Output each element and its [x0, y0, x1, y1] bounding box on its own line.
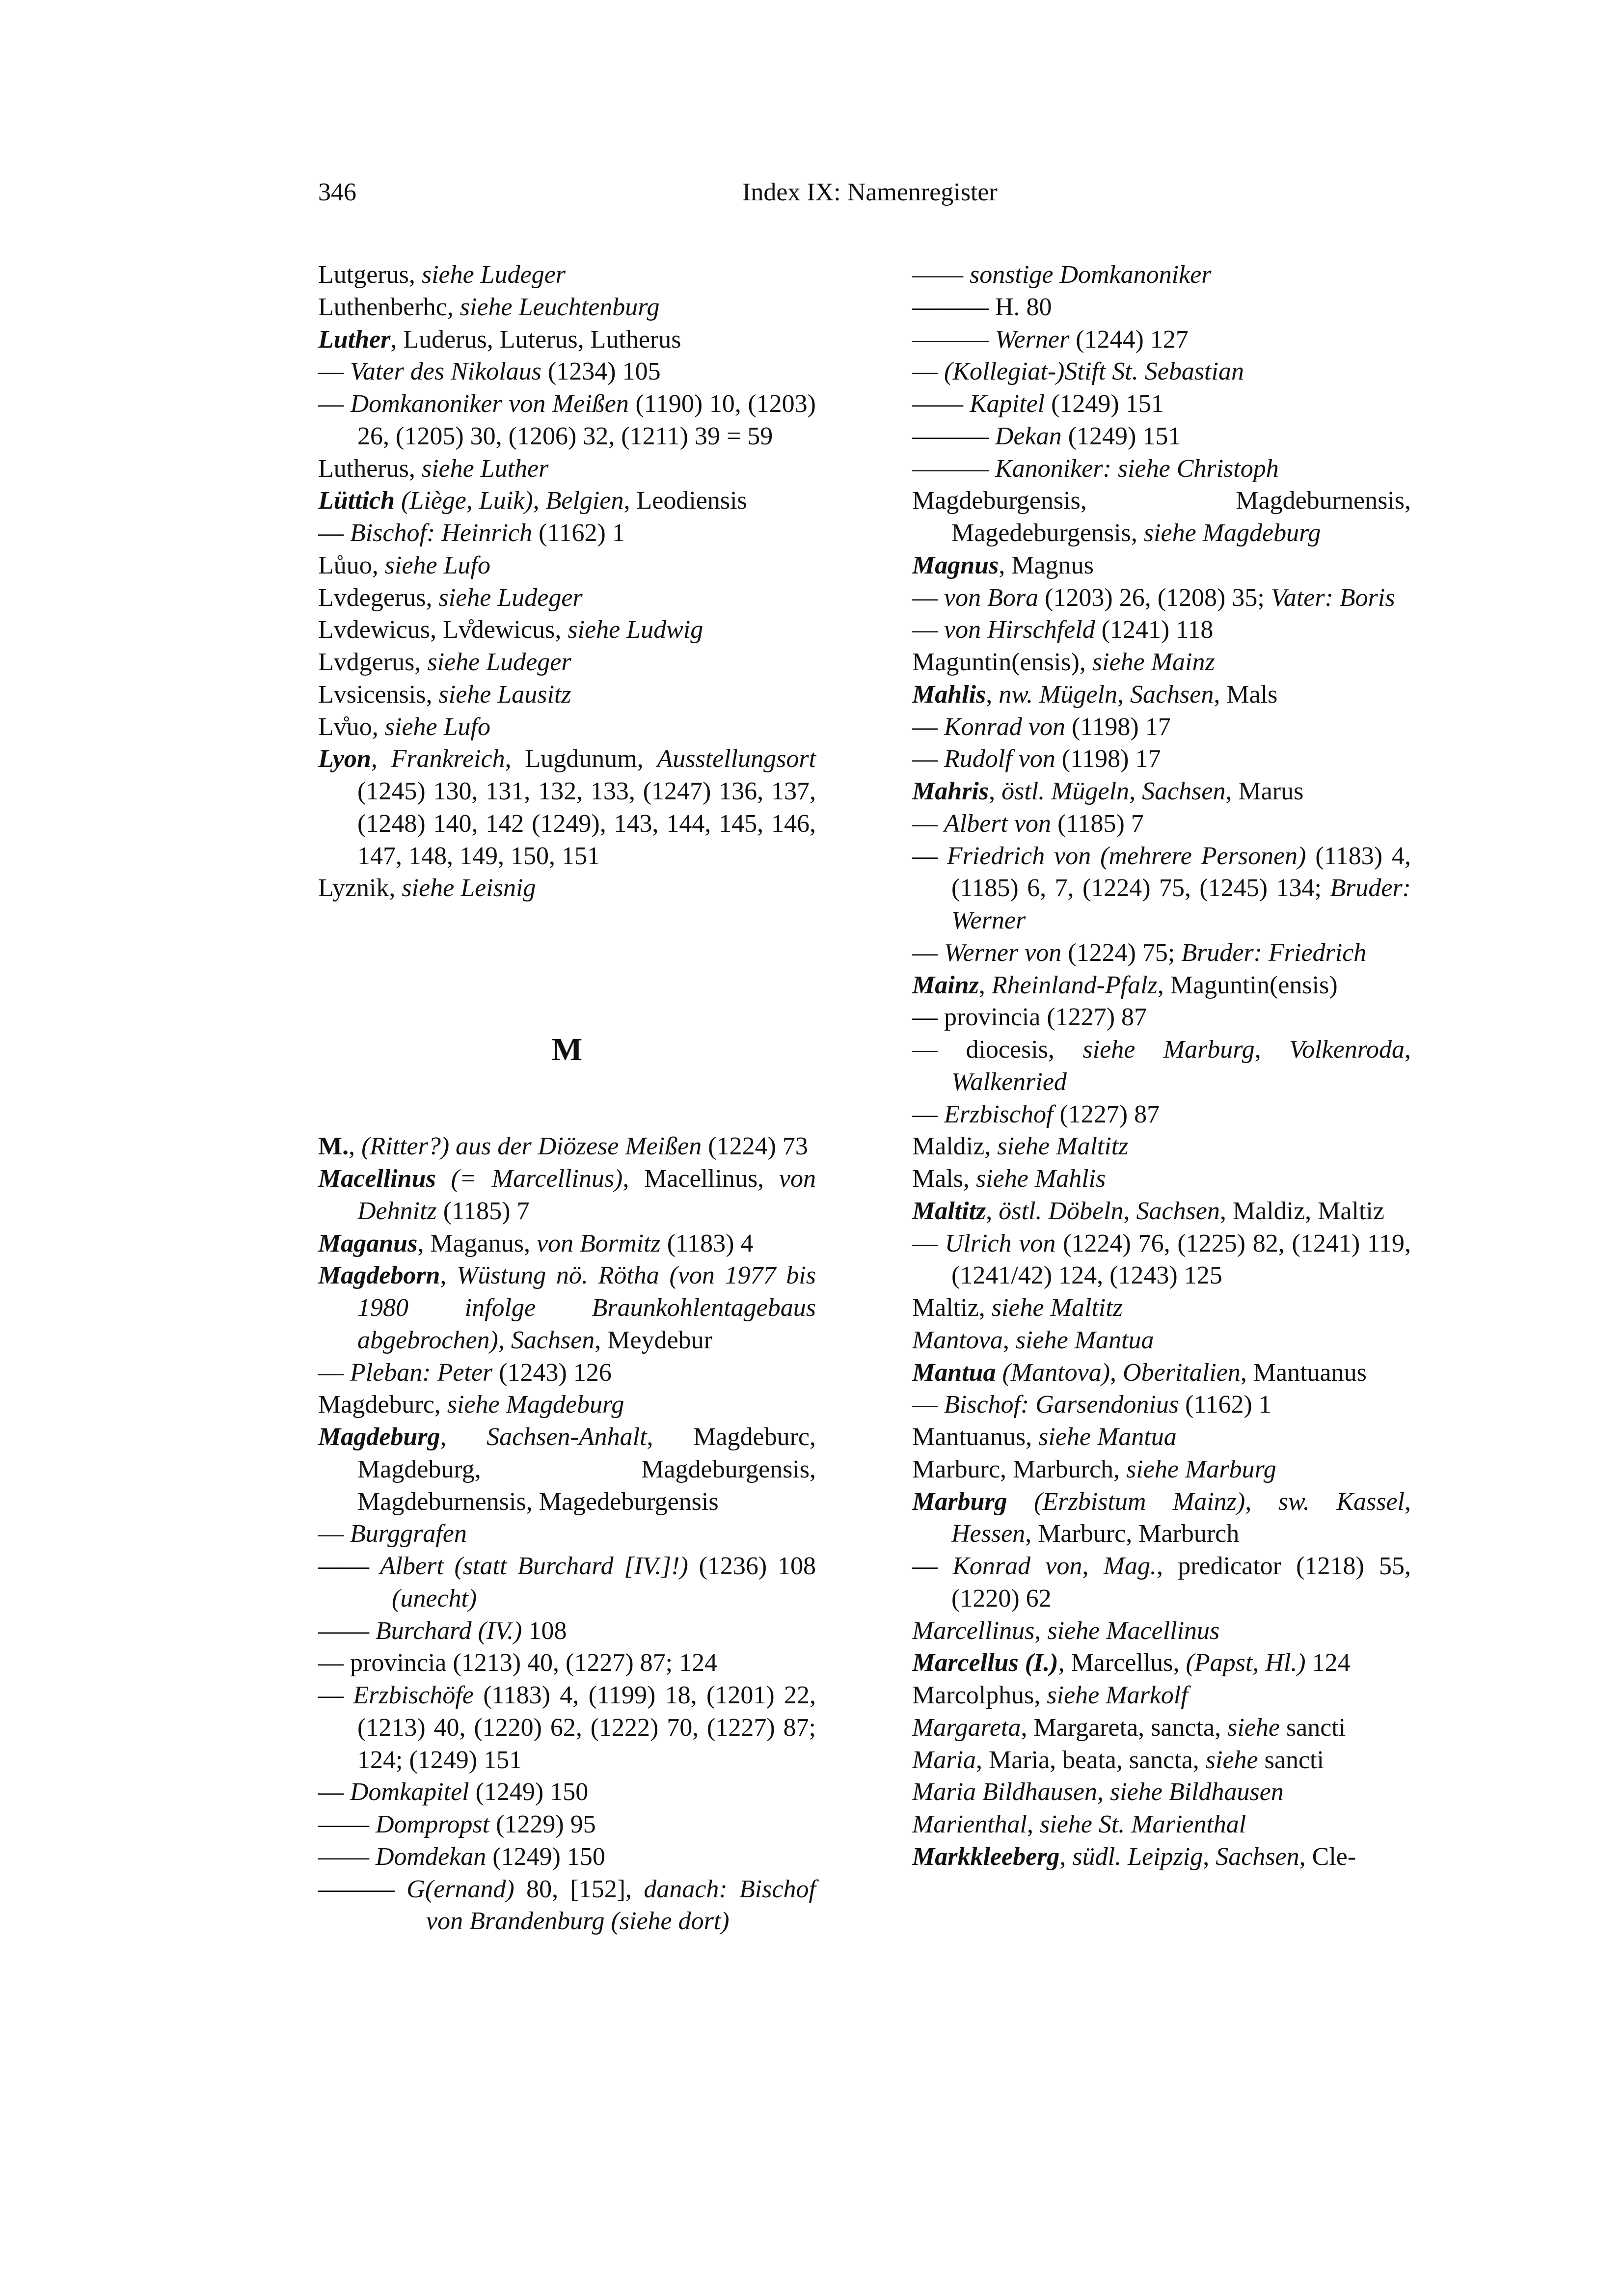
index-subentry: —— Kapitel (1249) 151 [912, 390, 1164, 418]
index-entry: Marcellinus, siehe Macellinus [912, 1616, 1220, 1645]
index-entry: Mainz, Rheinland-Pfalz, Maguntin(ensis) [912, 971, 1338, 999]
index-entry: Lutherus, siehe Luther [318, 454, 549, 483]
spacer [318, 904, 816, 1034]
index-entry: Lvsicensis, siehe Lausitz [318, 680, 571, 709]
index-subentry: — Domkanoniker von Meißen (1190) 10, (1203) 26, (1205) 30, (1206) 32, (1211) 39 = 59 [318, 390, 816, 450]
index-subentry: — Pleban: Peter (1243) 126 [318, 1358, 612, 1387]
index-entry: Marienthal, siehe St. Marienthal [912, 1810, 1246, 1838]
index-entry: Macellinus (= Marcellinus), Macellinus, von Dehnitz (1185) 7 [318, 1165, 816, 1225]
index-subentry: — Ulrich von (1224) 76, (1225) 82, (1241) 119, (1241/42) 124, (1243) 125 [912, 1229, 1411, 1290]
index-subentry: ——— Werner (1244) 127 [912, 325, 1189, 354]
index-entry: Lůuo, siehe Lufo [318, 551, 490, 579]
index-subentry: — Friedrich von (mehrere Personen) (1183) 4, (1185) 6, 7, (1224) 75, (1245) 134; Bruder: Werner [912, 842, 1411, 934]
index-subentry: —— Dompropst (1229) 95 [318, 1810, 596, 1838]
index-entry: M., (Ritter?) aus der Diözese Meißen (1224) 73 [318, 1132, 808, 1161]
index-subentry: — Konrad von, Mag., predicator (1218) 55, (1220) 62 [912, 1552, 1411, 1613]
index-entry: Lvdewicus, Lv̊dewicus, siehe Ludwig [318, 616, 703, 644]
index-subentry: — Erzbischof (1227) 87 [912, 1100, 1160, 1128]
index-subentry: — (Kollegiat-)Stift St. Sebastian [912, 357, 1244, 386]
index-entry: Maguntin(ensis), siehe Mainz [912, 648, 1215, 676]
index-subentry: — von Bora (1203) 26, (1208) 35; Vater: Boris [912, 583, 1395, 612]
index-entry: Magdeburgensis, Magdeburnensis, Magedeburgensis, siehe Magdeburg [912, 487, 1411, 547]
index-entry: Maltitz, östl. Döbeln, Sachsen, Maldiz, Maltiz [912, 1197, 1384, 1225]
index-subentry: — Albert von (1185) 7 [912, 809, 1144, 838]
index-subentry: —— Domdekan (1249) 150 [318, 1842, 605, 1871]
index-entry: Lyon, Frankreich, Lugdunum, Ausstellungsort (1245) 130, 131, 132, 133, (1247) 136, 137, (1248) 140, 142 (1249), 143, 144, 145, 146, 147, 148, 149, 150, 151 [318, 745, 816, 870]
index-entry: Mantuanus, siehe Mantua [912, 1423, 1177, 1451]
index-subentry: — Erzbischöfe (1183) 4, (1199) 18, (1201) 22, (1213) 40, (1220) 62, (1222) 70, (1227) 87; 124; (1249) 151 [318, 1681, 816, 1774]
index-subentry: ——— G(ernand) 80, [152], danach: Bischof von Brandenburg (siehe dort) [318, 1875, 816, 1936]
spacer [318, 1066, 816, 1131]
index-entry: Marburg (Erzbistum Mainz), sw. Kassel, Hessen, Marburc, Marburch [912, 1487, 1411, 1548]
index-entry: Lyznik, siehe Leisnig [318, 874, 536, 902]
index-entry: Maganus, Maganus, von Bormitz (1183) 4 [318, 1229, 754, 1257]
index-subentry: — provincia (1227) 87 [912, 1003, 1147, 1032]
index-subentry: — Burggrafen [318, 1520, 467, 1548]
index-subentry: ——— Dekan (1249) 151 [912, 422, 1181, 450]
index-entry: Maltiz, siehe Maltitz [912, 1294, 1123, 1322]
index-entry: Marcellus (I.), Marcellus, (Papst, Hl.) 124 [912, 1649, 1351, 1677]
index-subentry: — Domkapitel (1249) 150 [318, 1778, 589, 1806]
index-entry: Marburc, Marburch, siehe Marburg [912, 1455, 1276, 1483]
index-subentry: —— sonstige Domkanoniker [912, 261, 1212, 289]
index-entry: Maria, Maria, beata, sancta, siehe sancti [912, 1746, 1324, 1774]
index-entry: Lüttich (Liège, Luik), Belgien, Leodiensis [318, 487, 747, 515]
index-entry: Lvdegerus, siehe Ludeger [318, 583, 583, 612]
index-entry: Lv̊uo, siehe Lufo [318, 712, 490, 741]
index-entry: Magdeborn, Wüstung nö. Rötha (von 1977 bis 1980 infolge Braunkohlentagebaus abgebrochen), Sachsen, Meydebur [318, 1261, 816, 1354]
index-entry: Magnus, Magnus [912, 551, 1094, 579]
index-entry: Maldiz, siehe Maltitz [912, 1132, 1129, 1161]
index-entry: Mantova, siehe Mantua [912, 1326, 1154, 1354]
index-subentry: — von Hirschfeld (1241) 118 [912, 616, 1214, 644]
index-entry: Magdeburc, siehe Magdeburg [318, 1391, 624, 1419]
index-subentry: —— Albert (statt Burchard [IV.]!) (1236) 108 (unecht) [318, 1552, 816, 1613]
index-entry: Maria Bildhausen, siehe Bildhausen [912, 1778, 1284, 1806]
index-entry: Luther, Luderus, Luterus, Lutherus [318, 325, 681, 354]
index-entry: Luthenberhc, siehe Leuchtenburg [318, 293, 660, 321]
index-entry: Magdeburg, Sachsen-Anhalt, Magdeburc, Magdeburg, Magdeburgensis, Magdeburnensis, Magedeburgensis [318, 1423, 816, 1516]
index-subentry: — Bischof: Heinrich (1162) 1 [318, 519, 625, 547]
index-entry: Mantua (Mantova), Oberitalien, Mantuanus [912, 1358, 1367, 1387]
index-subentry: — Vater des Nikolaus (1234) 105 [318, 357, 661, 386]
page-number: 346 [318, 178, 356, 206]
index-subentry: ——— Kanoniker: siehe Christoph [912, 454, 1279, 483]
index-entry: Mahris, östl. Mügeln, Sachsen, Marus [912, 777, 1304, 805]
index-subentry: — Rudolf von (1198) 17 [912, 745, 1161, 773]
index-entry: Marcolphus, siehe Markolf [912, 1681, 1188, 1709]
index-entry: Lvdgerus, siehe Ludeger [318, 648, 571, 676]
index-entry: Mahlis, nw. Mügeln, Sachsen, Mals [912, 680, 1278, 709]
index-subentry: —— Burchard (IV.) 108 [318, 1616, 567, 1645]
index-subentry: — Bischof: Garsendonius (1162) 1 [912, 1391, 1271, 1419]
section-letter-heading: M [551, 1032, 583, 1067]
index-subentry: — diocesis, siehe Marburg, Volkenroda, Walkenried [912, 1036, 1411, 1096]
index-column-right [912, 259, 1411, 1873]
index-subentry: — provincia (1213) 40, (1227) 87; 124 [318, 1649, 718, 1677]
index-entry: Margareta, Margareta, sancta, siehe sancti [912, 1713, 1346, 1742]
index-entry: Markkleeberg, südl. Leipzig, Sachsen, Cle- [912, 1842, 1356, 1871]
index-subentry: ——— H. 80 [912, 293, 1052, 321]
index-subentry: — Werner von (1224) 75; Bruder: Friedrich [912, 938, 1367, 967]
index-column-left [318, 259, 816, 1938]
index-entry: Mals, siehe Mahlis [912, 1165, 1106, 1193]
index-entry: Lutgerus, siehe Ludeger [318, 261, 566, 289]
running-title: Index IX: Namenregister [742, 178, 998, 206]
index-subentry: — Konrad von (1198) 17 [912, 712, 1171, 741]
